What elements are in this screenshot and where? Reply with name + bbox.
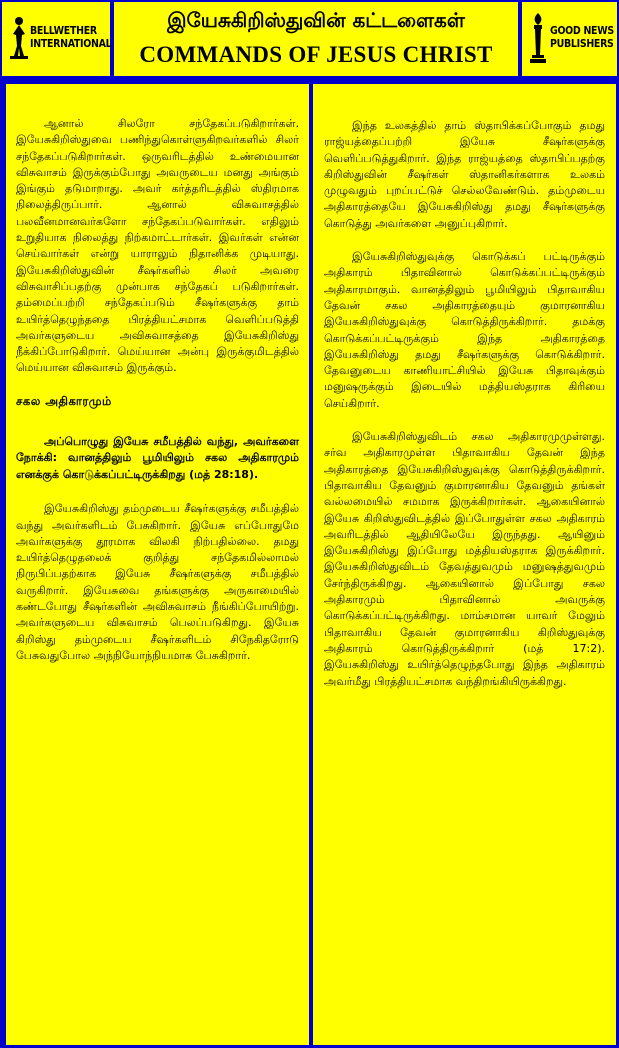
title-box [112,0,520,78]
left-logo-subname: INTERNATIONAL [30,38,112,50]
right-paragraph-1: இந்த உலகத்தில் தாம் ஸ்தாபிக்கப்போகும் தமது ராஜ்யத்தைப்பற்றி இயேசு சீஷர்களுக்கு வெளிப்படுத்துகிறார். இந்த ராஜ்யத்தை ஸ்தாபிப்பதற்கு கிறிஸ்துவின் சீஷர்கள் ஸ்தானிகர்களாக உலகம் முழுவதும் புறப்பட்டுச் செல்லவேண்டும். தம்முடைய அதிகாரத்தையே இயேசுகிறிஸ்து தமது சீஷர்களுக்கு கொடுத்து அவர்களை அனுப்புகிறார். [324,119,605,230]
right-column [311,82,619,1048]
title-english: COMMANDS OF JESUS CHRIST [139,42,493,67]
left-logo-name: BELLWETHER [30,25,97,37]
figure-icon [8,16,30,60]
right-logo-subname: PUBLISHERS [550,38,614,50]
bellwether-logo [8,16,111,60]
left-logo-box [0,0,112,78]
torch-icon [528,11,548,65]
right-logo-name: GOOD NEWS [550,25,614,37]
left-paragraph-1: ஆனால் சிலரோ சந்தேகப்படுகிறார்கள். இயேசுகிறிஸ்துவை பணிந்துகொள்ளுகிறவர்களில் சிலர் சந்தேகப்படுகிறார்கள். ஒருவரிடத்தில் உண்மையான விசுவாசம் இருக்கும்போது அவருடைய மனது அங்கும் இங்கும் தடுமாறாது. அவர் கர்த்தரிடத்தில் ஸ்திரமாக நிலைத்திருப்பார். ஆனால் விசுவாசத்தில் பலவீனமானவர்களோ சந்தேகப்படுவார்கள். எதிலும் உறுதியாக நிலைத்து நிற்கமாட்டார்கள். இவர்கள் என்ன செய்வார்கள் என்று யாராலும் நிதானிக்க முடியாது. இயேசுகிறிஸ்துவின் சீஷர்களில் சிலர் அவரை விசுவாசிப்பதற்கு முன்பாக சந்தேகப் படுகிறார்கள். தம்மைப்பற்றி சந்தேகப்படும் சீஷர்களுக்கு தாம் உயிர்த்தெழுந்ததை பிரத்தியட்சமாக வெளிப்படுத்தி அவர்களுடைய அவிசுவாசத்தை இயேசுகிறிஸ்து நீக்கிப்போடுகிறார். மெய்யான அன்பு இருக்குமிடத்தில் மெய்யான விசுவாசம் இருக்கும். [16,117,299,375]
good-news-logo [528,11,614,65]
section-heading: சகல அதிகாரமும் [16,393,112,408]
right-paragraph-3: இயேசுகிறிஸ்துவிடம் சகல அதிகாரமுமுள்ளது. சர்வ அதிகாரமுள்ள பிதாவாகிய தேவன் இந்த அதிகாரத்தை இயேசுகிறிஸ்துவுக்கு கொடுத்திருக்கிறார். பிதாவாகிய தேவனும் குமாரனாகிய தேவனும் தங்கள் வல்லமையில் சமமாக இருக்கிறார்கள். ஆகையினால் இயேசு கிறிஸ்துவிடத்தில் இப்போதுள்ள சகல அதிகாரம் அவரிடத்தில் ஆதியிலேயே இருந்தது. ஆயினும் இயேசுகிறிஸ்து இப்போது மத்தியஸ்தராக இருக்கிறார். இயேசுகிறிஸ்துவிடம் தேவத்துவமும் மனுஷத்துவமும் சேர்ந்திருக்கிறது. ஆகையினால் இப்போது சகல அதிகாரமும் பிதாவினால் அவருக்கு கொடுக்கப்பட்டிருக்கிறது. மாம்சமான யாவர் மேலும் பிதாவாகிய தேவன் குமாரனாகிய கிறிஸ்துவுக்கு அதிகாரம் கொடுத்திருக்கிறார் (மத் 17:2). இயேசுகிறிஸ்து உயிர்த்தெழுந்தபோது இந்த அதிகாரம் அவர்மீது பிரத்தியட்சமாக வந்திறங்கியிருக்கிறது. [324,430,605,688]
left-paragraph-2: இயேசுகிறிஸ்து தம்முடைய சீஷர்களுக்கு சமீபத்தில் வந்து அவர்களிடம் பேசுகிறார். இயேசு எப்போதுமே அவர்களுக்கு தூரமாக விலகி நிற்பதில்லை. தமது உயிர்த்தெழுதலைக் குறித்து சந்தேகமில்லாமல் நிருபிப்பதற்காக இயேசு சீஷர்களுக்கு சமீபத்தில் வருகிறார். இயேசுவை தங்களுக்கு அருகாமையில் கண்டபோது சீஷர்களின் அவிசுவாசம் நீங்கிப்போயிற்று. அவர்களுடைய விசுவாசம் பெலப்படுகிறது. இயேசு கிறிஸ்து தம்முடைய சீஷர்களிடம் சிநேகிதரோடு பேசுவதுபோல அந்நியோந்நியமாக பேசுகிறார். [16,502,299,662]
title-tamil: இயேசுகிறிஸ்துவின் கட்டளைகள் [167,8,465,32]
right-logo-box [520,0,619,78]
left-column [0,82,311,1048]
right-paragraph-2: இயேசுகிறிஸ்துவுக்கு கொடுக்கப் பட்டிருக்கும் அதிகாரம் பிதாவினால் கொடுக்கப்பட்டிருக்கும் அதிகாரமாகும். வானத்திலும் பூமியிலும் பிதாவாகிய தேவன் சகல அதிகாரத்தையும் குமாரனாகிய இயேசுகிறிஸ்துவுக்கு கொடுத்திருக்கிறார். தமக்கு கொடுக்கப்பட்டிருக்கும் இந்த அதிகாரத்தை இயேசுகிறிஸ்து தமது சீஷர்களுக்கு கொடுக்கிறார். தேவனுடைய காணியாட்சியில் இயேசு பிதாவுக்கும் மனுஷருக்கும் இடையில் மத்தியஸ்தராக கிரியை செய்கிறார். [324,250,605,410]
scripture-verse: அப்பொழுது இயேசு சமீபத்தில் வந்து, அவர்களை நோக்கி: வானத்திலும் பூமியிலும் சகல அதிகாரமும் எனக்குக் கொடுக்கப்பட்டிருக்கிறது (மத் 28:18). [16,434,299,481]
